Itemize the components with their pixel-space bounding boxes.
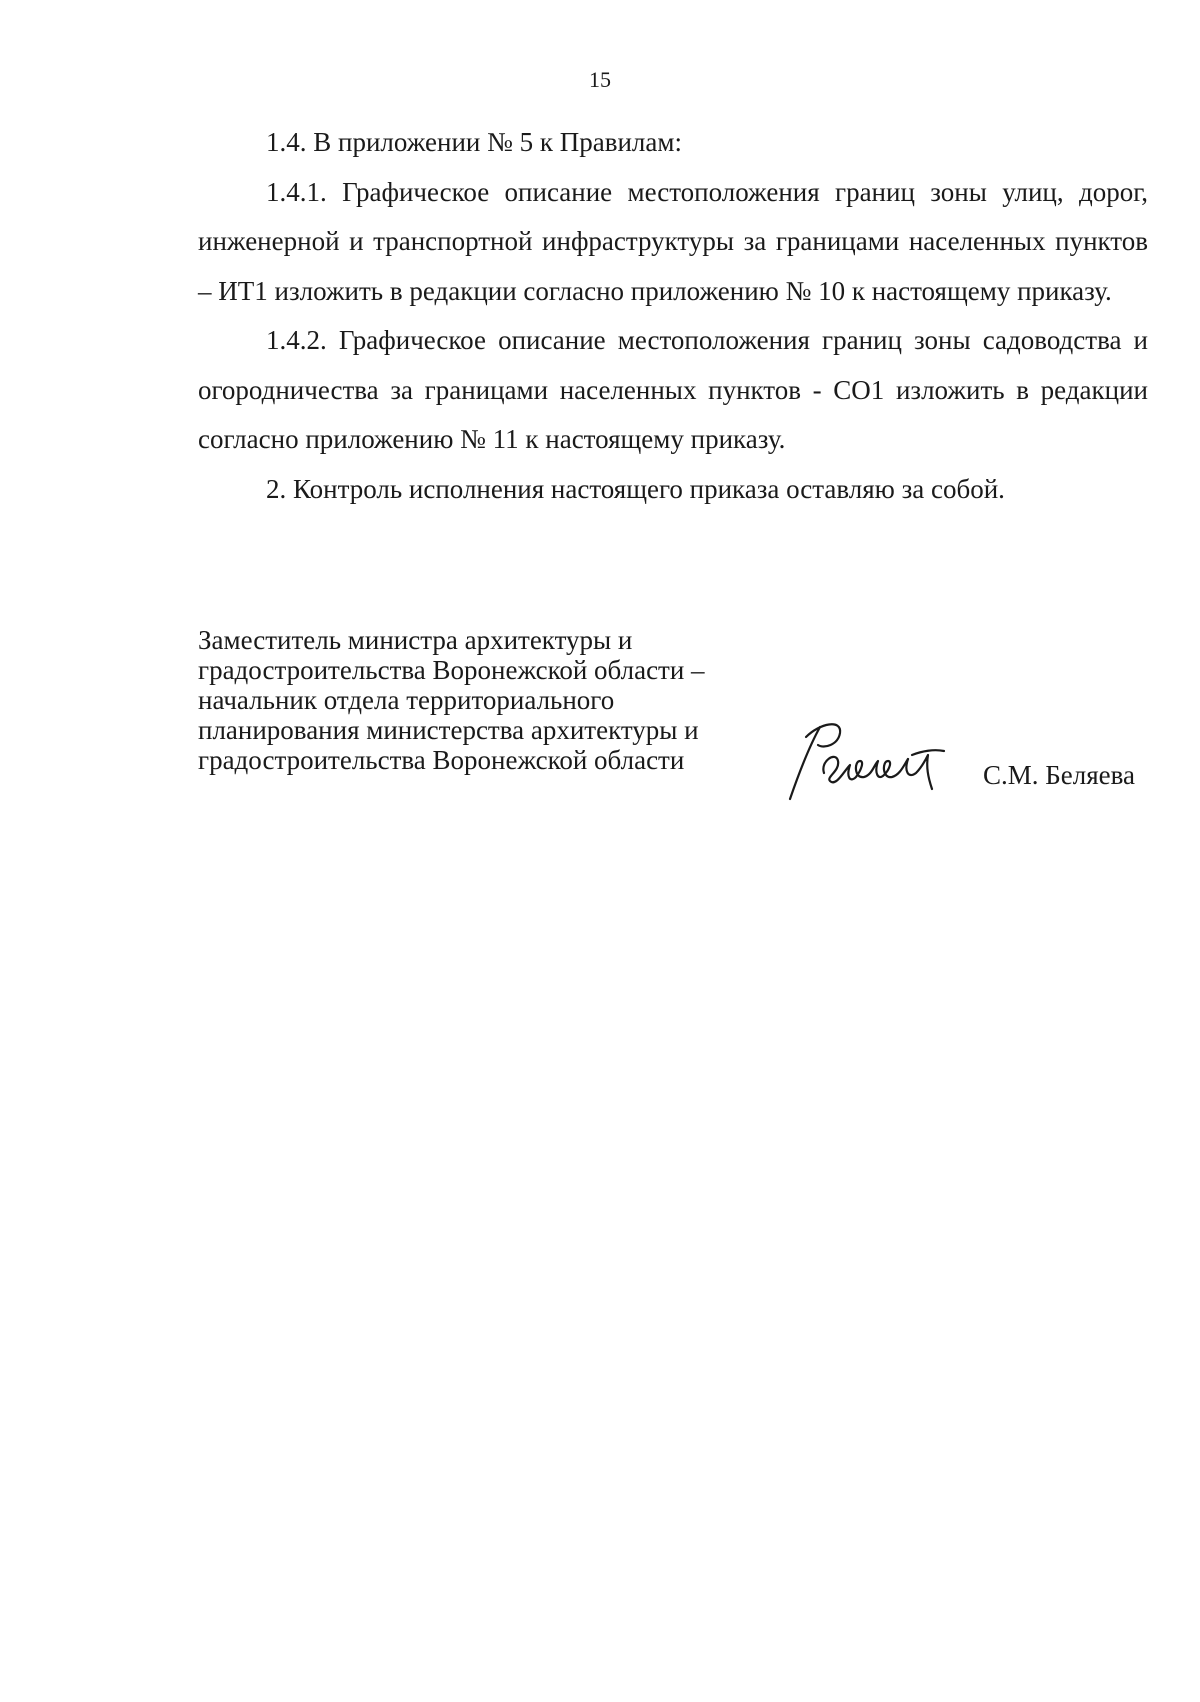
signatory-position [198,625,758,775]
paragraph-1-4: 1.4. В приложении № 5 к Правилам: [266,127,682,157]
page-number: 15 [589,67,611,92]
document-body [198,118,1148,514]
handwritten-signature-icon [780,715,955,805]
position-line: планирования министерства архитектуры и [198,715,699,745]
paragraph-1-4-2: 1.4.2. Графическое описание местоположения границ зоны садоводства и огородничества за границами населенных пунктов - СО1 изложить в редакции согласно приложению № 11 к настоящему приказу. [198,325,1148,454]
paragraph-1-4-1: 1.4.1. Графическое описание местоположения границ зоны улиц, дорог, инженерной и транспортной инфраструктуры за границами населенных пунктов – ИТ1 изложить в редакции согласно приложению № 10 к настоящему приказу. [198,176,1148,306]
paragraph-2: 2. Контроль исполнения настоящего приказа оставляю за собой. [266,473,1005,504]
position-line: градостроительства Воронежской области [198,745,685,775]
signer-name: С.М. Беляева [983,760,1136,790]
position-line: Заместитель министра архитектуры и [198,625,633,655]
position-line: градостроительства Воронежской области – [198,655,705,685]
position-line: начальник отдела территориального [198,685,615,715]
